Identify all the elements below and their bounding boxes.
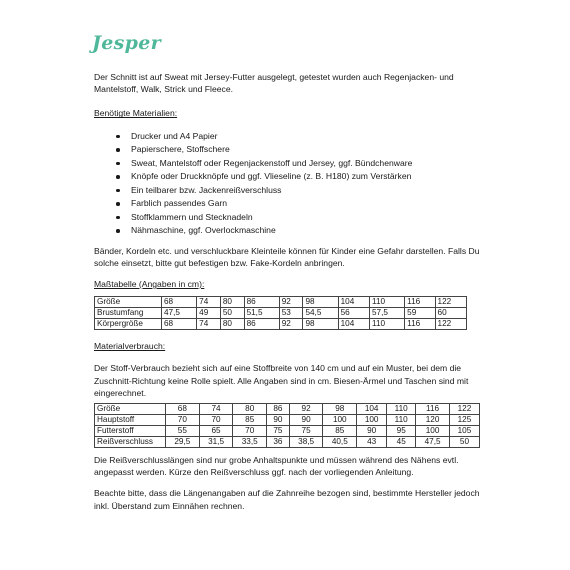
row-label-cell: Körpergröße bbox=[95, 319, 162, 330]
row-label-cell: Brustumfang bbox=[95, 308, 162, 319]
list-item: Ein teilbarer bzw. Jackenreißverschluss bbox=[131, 184, 480, 198]
table-cell: 70 bbox=[199, 415, 233, 426]
table-cell: 47,5 bbox=[416, 437, 450, 448]
table-row bbox=[95, 319, 467, 330]
table-cell: 70 bbox=[166, 415, 200, 426]
list-item: Knöpfe oder Druckknöpfe und ggf. Vlieseline (z. B. H180) zum Verstärken bbox=[131, 170, 480, 184]
table-cell: 31,5 bbox=[199, 437, 233, 448]
zipper-note: Die Reißverschlusslängen sind nur grobe Anhaltspunkte und müssen während des Nähens evtl. angepasst werden. Kürze den Reißverschluss ggf. nach der vorliegenden Anleitung. bbox=[94, 455, 459, 478]
table-cell: 122 bbox=[435, 319, 466, 330]
list-item: Sweat, Mantelstoff oder Regenjackenstoff und Jersey, ggf. Bündchenware bbox=[131, 157, 480, 171]
table-cell: 90 bbox=[357, 426, 387, 437]
intro-paragraph: Der Schnitt ist auf Sweat mit Jersey-Futter ausgelegt, getestet wurden auch Regenjacken- und Mantelstoff, Walk, Strick und Fleece. bbox=[94, 72, 454, 95]
table-cell: 104 bbox=[338, 297, 369, 308]
table-cell: 68 bbox=[162, 297, 197, 308]
table-cell: 74 bbox=[199, 404, 233, 415]
table-cell: 110 bbox=[387, 404, 416, 415]
table-cell: 110 bbox=[370, 319, 405, 330]
table-cell: 74 bbox=[197, 319, 221, 330]
list-item: Nähmaschine, ggf. Overlockmaschine bbox=[131, 224, 480, 238]
table-cell: 116 bbox=[416, 404, 450, 415]
length-note: Beachte bitte, dass die Längenangaben auf die Zahnreihe bezogen sind, bestimmte Hersteller jedoch inkl. Überstand zum Einnähen rechnen. bbox=[94, 488, 480, 511]
table-cell: 95 bbox=[387, 426, 416, 437]
table-cell: 47,5 bbox=[162, 308, 197, 319]
table-cell: 86 bbox=[244, 319, 279, 330]
table-cell: 50 bbox=[449, 437, 479, 448]
table-cell: 110 bbox=[387, 415, 416, 426]
table-row bbox=[95, 437, 480, 448]
table-cell: 92 bbox=[289, 404, 323, 415]
table-cell: 86 bbox=[244, 297, 279, 308]
table-cell: 98 bbox=[323, 404, 357, 415]
size-table-heading: Maßtabelle (Angaben in cm): bbox=[94, 279, 205, 290]
size-table bbox=[94, 296, 467, 330]
table-cell: 45 bbox=[387, 437, 416, 448]
table-cell: 68 bbox=[166, 404, 200, 415]
table-cell: 75 bbox=[289, 426, 323, 437]
table-cell: 90 bbox=[289, 415, 323, 426]
table-cell: 75 bbox=[267, 426, 290, 437]
table-cell: 57,5 bbox=[370, 308, 405, 319]
consumption-table bbox=[94, 403, 480, 448]
row-label-cell: Größe bbox=[95, 297, 162, 308]
table-cell: 60 bbox=[435, 308, 466, 319]
table-cell: 33,5 bbox=[233, 437, 267, 448]
table-cell: 92 bbox=[279, 319, 303, 330]
row-label-cell: Reißverschluss bbox=[95, 437, 166, 448]
list-item: Papierschere, Stoffschere bbox=[131, 143, 480, 157]
table-cell: 74 bbox=[197, 297, 221, 308]
table-cell: 104 bbox=[357, 404, 387, 415]
table-cell: 100 bbox=[416, 426, 450, 437]
table-cell: 122 bbox=[435, 297, 466, 308]
table-cell: 116 bbox=[405, 319, 435, 330]
table-cell: 86 bbox=[267, 404, 290, 415]
table-cell: 104 bbox=[338, 319, 369, 330]
table-cell: 54,5 bbox=[303, 308, 338, 319]
consumption-heading: Materialverbrauch: bbox=[94, 341, 166, 352]
materials-heading: Benötigte Materialien: bbox=[94, 108, 178, 119]
table-cell: 29,5 bbox=[166, 437, 200, 448]
table-cell: 80 bbox=[220, 319, 244, 330]
consumption-paragraph: Der Stoff-Verbrauch bezieht sich auf eine Stoffbreite von 140 cm und auf ein Muster, bei dem die Zuschnitt-Richtung keine Rolle spielt. Alle Angaben sind in cm. Biesen-Ärmel und Taschen sind mit eingerechnet. bbox=[94, 363, 469, 398]
table-cell: 105 bbox=[449, 426, 479, 437]
table-cell: 49 bbox=[197, 308, 221, 319]
table-cell: 51,5 bbox=[244, 308, 279, 319]
table-cell: 40,5 bbox=[323, 437, 357, 448]
table-cell: 98 bbox=[303, 319, 338, 330]
table-cell: 65 bbox=[199, 426, 233, 437]
table-cell: 100 bbox=[323, 415, 357, 426]
table-row bbox=[95, 415, 480, 426]
table-cell: 59 bbox=[405, 308, 435, 319]
table-cell: 56 bbox=[338, 308, 369, 319]
row-label-cell: Hauptstoff bbox=[95, 415, 166, 426]
table-row bbox=[95, 404, 480, 415]
table-row bbox=[95, 308, 467, 319]
table-cell: 125 bbox=[449, 415, 479, 426]
table-cell: 68 bbox=[162, 319, 197, 330]
brand-logo: Jesper bbox=[92, 32, 161, 54]
materials-list bbox=[94, 130, 480, 238]
table-cell: 92 bbox=[279, 297, 303, 308]
table-cell: 55 bbox=[166, 426, 200, 437]
table-cell: 98 bbox=[303, 297, 338, 308]
table-cell: 36 bbox=[267, 437, 290, 448]
table-cell: 85 bbox=[323, 426, 357, 437]
warning-paragraph: Bänder, Kordeln etc. und verschluckbare Kleinteile können für Kinder eine Gefahr darstellen. Falls Du solche einsetzt, bitte gut befestigen bzw. Fake-Kordeln anbringen. bbox=[94, 245, 480, 268]
table-cell: 70 bbox=[233, 426, 267, 437]
table-row bbox=[95, 297, 467, 308]
table-cell: 80 bbox=[220, 297, 244, 308]
table-cell: 120 bbox=[416, 415, 450, 426]
table-cell: 80 bbox=[233, 404, 267, 415]
table-cell: 53 bbox=[279, 308, 303, 319]
list-item: Farblich passendes Garn bbox=[131, 197, 480, 211]
table-cell: 100 bbox=[357, 415, 387, 426]
table-cell: 90 bbox=[267, 415, 290, 426]
table-cell: 43 bbox=[357, 437, 387, 448]
list-item: Drucker und A4 Papier bbox=[131, 130, 480, 144]
list-item: Stoffklammern und Stecknadeln bbox=[131, 211, 480, 225]
table-cell: 110 bbox=[370, 297, 405, 308]
table-row bbox=[95, 426, 480, 437]
table-cell: 122 bbox=[449, 404, 479, 415]
table-cell: 116 bbox=[405, 297, 435, 308]
table-cell: 85 bbox=[233, 415, 267, 426]
table-cell: 50 bbox=[220, 308, 244, 319]
table-cell: 38,5 bbox=[289, 437, 323, 448]
document-content bbox=[94, 71, 480, 512]
row-label-cell: Größe bbox=[95, 404, 166, 415]
row-label-cell: Futterstoff bbox=[95, 426, 166, 437]
